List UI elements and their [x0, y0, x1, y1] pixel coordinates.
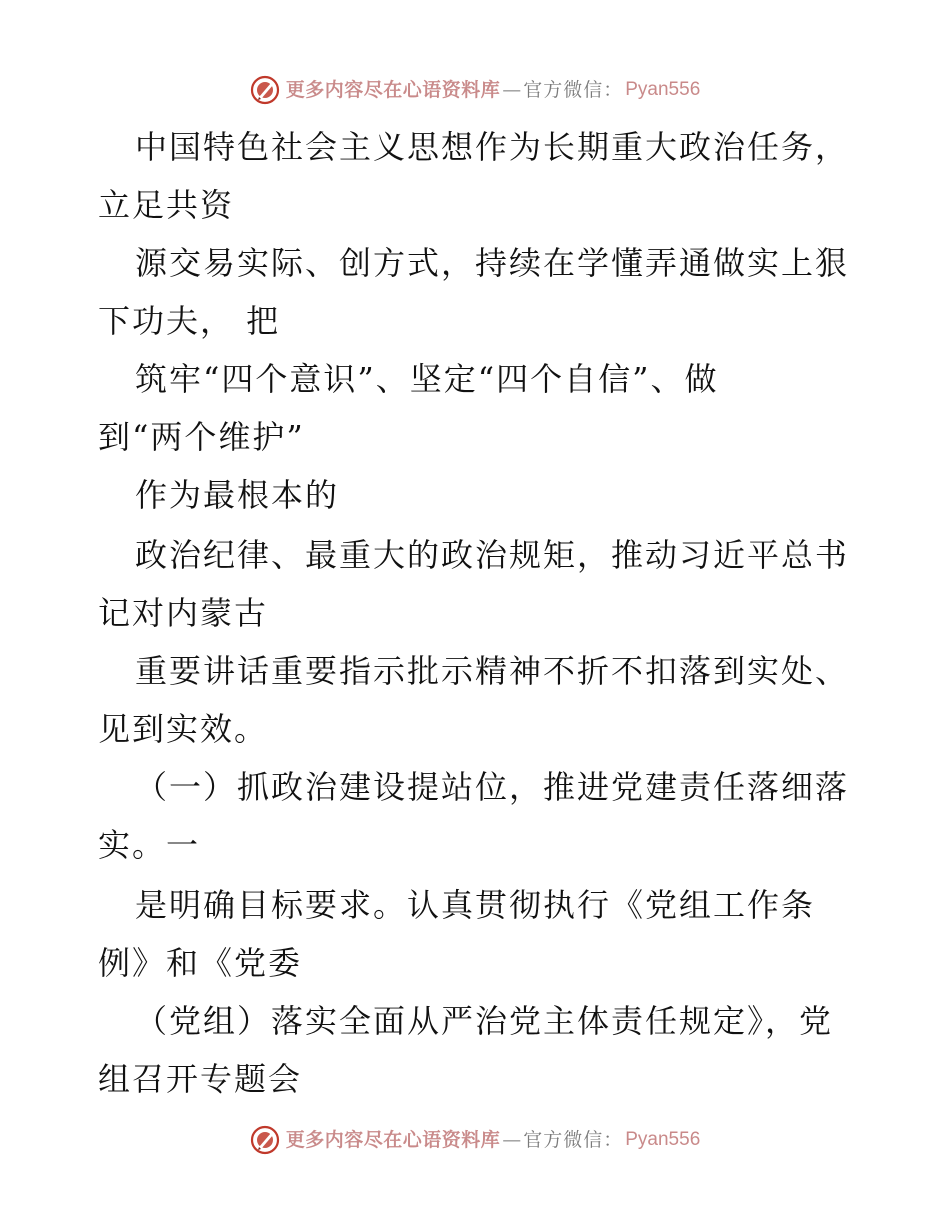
text-line: 筑牢“四个意识”、坚定“四个自信”、做 — [135, 360, 719, 398]
text-line: （党组）落实全面从严治党主体责任规定》，党 — [135, 1002, 834, 1040]
text-line: 中国特色社会主义思想作为长期重大政治任务， — [135, 128, 850, 166]
text-line: 见到实效。 — [98, 710, 269, 748]
header-watermark-banner — [0, 70, 950, 110]
footer-banner-official-label: 官方微信： — [523, 1129, 624, 1151]
header-banner-title: 更多内容尽在心语资料库 — [285, 79, 501, 101]
text-line: （一）抓政治建设提站位，推进党建责任落细落 — [135, 768, 850, 806]
text-line: 组召开专题会 — [98, 1060, 303, 1098]
footer-banner-title: 更多内容尽在心语资料库 — [285, 1129, 501, 1151]
text-line: 是明确目标要求。认真贯彻执行《党组工作条 — [135, 886, 816, 924]
text-line: 重要讲话重要指示批示精神不折不扣落到实处、 — [135, 652, 850, 690]
footer-banner-dash: — — [502, 1129, 522, 1151]
text-line: 记对内蒙古 — [98, 594, 269, 632]
header-banner-dash: — — [502, 79, 522, 101]
text-line: 源交易实际、创方式，持续在学懂弄通做实上狠 — [135, 244, 850, 282]
pen-logo-icon — [250, 75, 280, 105]
text-line: 下功夫， 把 — [98, 302, 281, 340]
footer-banner-wechat-id: Pyan556 — [625, 1129, 701, 1150]
text-line: 实。一 — [98, 826, 201, 864]
footer-watermark-banner — [0, 1120, 950, 1160]
header-banner-official-label: 官方微信： — [523, 79, 624, 101]
pen-logo-icon — [250, 1125, 280, 1155]
text-line: 立足共资 — [98, 186, 235, 224]
header-banner-wechat-id: Pyan556 — [625, 79, 701, 100]
text-line: 到“两个维护” — [98, 418, 305, 456]
text-line: 政治纪律、最重大的政治规矩，推动习近平总书 — [135, 536, 850, 574]
text-line: 例》和《党委 — [98, 944, 303, 982]
text-line: 作为最根本的 — [135, 476, 340, 514]
